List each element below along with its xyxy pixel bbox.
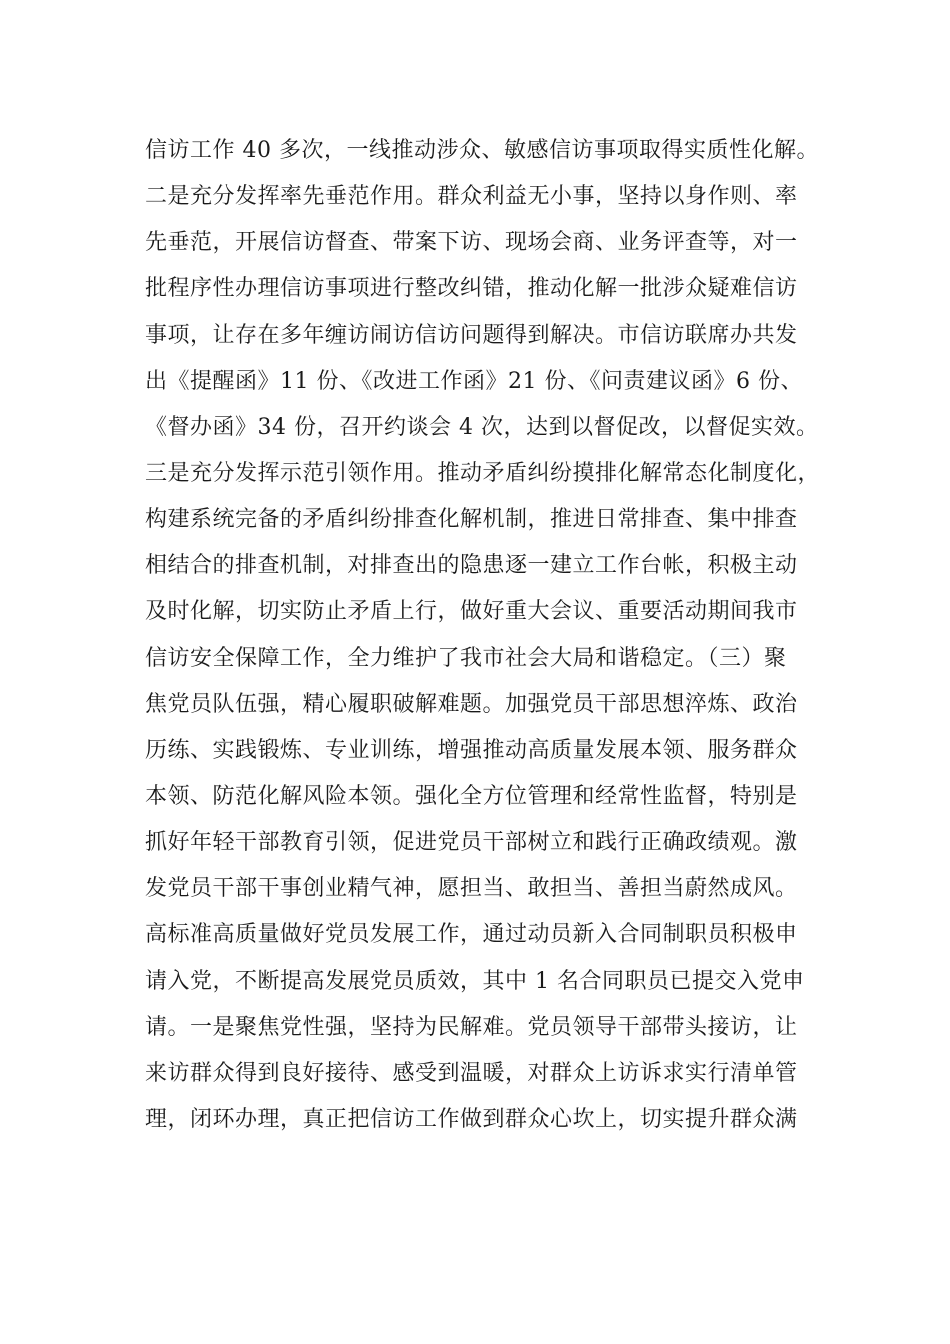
text-line-1: 信访工作 40 多次，一线推动涉众、敏感信访事项取得实质性化解。	[145, 138, 819, 163]
text-line-9: 构建系统完备的矛盾纠纷排查化解机制，推进日常排查、集中排查	[145, 507, 798, 533]
text-line-19: 请入党，不断提高发展党员质效，其中 1 名合同职员已提交入党申	[145, 968, 805, 994]
text-line-2: 二是充分发挥率先垂范作用。群众利益无小事，坚持以身作则、率	[145, 184, 798, 210]
text-line-10: 相结合的排查机制，对排查出的隐患逐一建立工作台帐，积极主动	[145, 553, 798, 579]
text-line-5: 事项，让存在多年缠访闹访信访问题得到解决。市信访联席办共发	[145, 322, 798, 348]
text-line-20: 请。一是聚焦党性强，坚持为民解难。党员领导干部带头接访，让	[145, 1014, 798, 1040]
text-line-17: 发党员干部干事创业精气神，愿担当、敢担当、善担当蔚然成风。	[145, 876, 798, 902]
text-line-3: 先垂范，开展信访督查、带案下访、现场会商、业务评查等，对一	[145, 230, 798, 256]
text-line-22: 理，闭环办理，真正把信访工作做到群众心坎上，切实提升群众满	[145, 1106, 798, 1132]
text-line-12: 信访安全保障工作，全力维护了我市社会大局和谐稳定。（三）聚	[145, 645, 787, 671]
text-line-15: 本领、防范化解风险本领。强化全方位管理和经常性监督，特别是	[145, 783, 798, 809]
text-line-14: 历练、实践锻炼、专业训练，增强推动高质量发展本领、服务群众	[145, 737, 798, 763]
text-line-21: 来访群众得到良好接待、感受到温暖，对群众上访诉求实行清单管	[145, 1060, 798, 1086]
text-line-8: 三是充分发挥示范引领作用。推动矛盾纠纷摸排化解常态化制度化，	[145, 460, 821, 486]
text-line-6: 出《提醒函》11 份、《改进工作函》21 份、《问责建议函》6 份、	[145, 368, 803, 394]
body-text	[145, 128, 835, 1143]
text-line-18: 高标准高质量做好党员发展工作，通过动员新入合同制职员积极申	[145, 922, 798, 948]
text-line-11: 及时化解，切实防止矛盾上行，做好重大会议、重要活动期间我市	[145, 599, 798, 625]
text-line-4: 批程序性办理信访事项进行整改纠错，推动化解一批涉众疑难信访	[145, 276, 798, 302]
text-line-7: 《督办函》34 份，召开约谈会 4 次，达到以督促改，以督促实效。	[145, 414, 819, 440]
text-line-13: 焦党员队伍强，精心履职破解难题。加强党员干部思想淬炼、政治	[145, 691, 798, 717]
text-line-16: 抓好年轻干部教育引领，促进党员干部树立和践行正确政绩观。激	[145, 830, 798, 856]
